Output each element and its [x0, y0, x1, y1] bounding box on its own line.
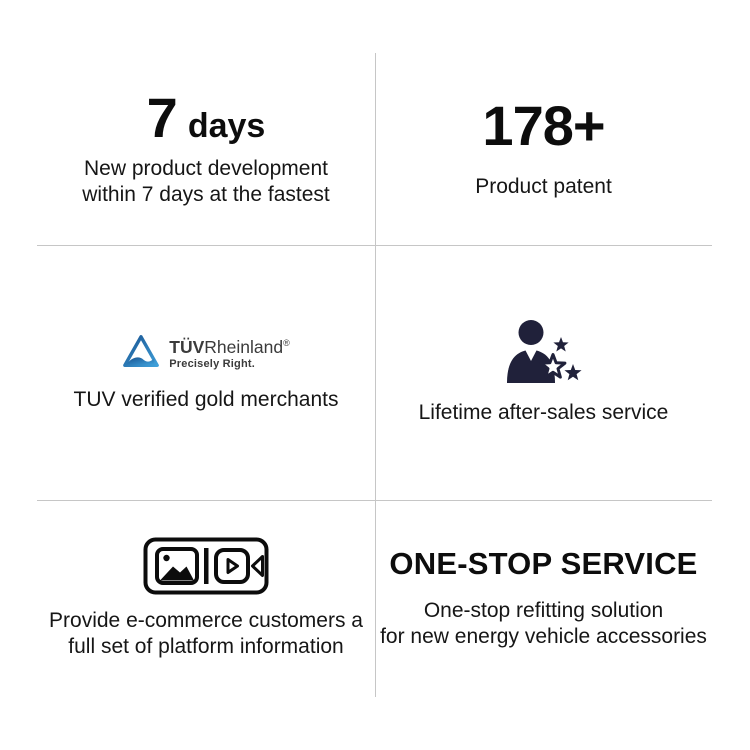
- tuv-brand-regular: Rheinland: [204, 336, 284, 357]
- caption-line: TUV verified gold merchants: [73, 387, 339, 411]
- dev-speed-unit: days: [187, 107, 266, 145]
- feature-cell-platform: [37, 500, 375, 697]
- caption-line: One-stop refitting solution: [423, 599, 664, 623]
- feature-cell-aftersales: [375, 245, 712, 500]
- customer-rating-stars-icon: [503, 319, 585, 385]
- aftersales-caption: [419, 400, 669, 426]
- caption-line: Lifetime after-sales service: [418, 401, 669, 424]
- play-icon: [228, 560, 238, 573]
- tuv-logo-text: [169, 333, 289, 371]
- dev-speed-caption: [82, 156, 329, 208]
- tuv-brand-bold: TÜV: [169, 336, 205, 357]
- feature-cell-dev-speed: [37, 53, 375, 245]
- camera-horn-icon: [253, 557, 263, 576]
- tuv-caption: [74, 387, 339, 413]
- separator-bar: [204, 548, 209, 584]
- platform-caption: [49, 608, 363, 660]
- dev-speed-value: 7: [146, 86, 177, 149]
- onestop-caption: [380, 598, 707, 650]
- caption-line: for new energy vehicle accessories: [380, 625, 707, 649]
- tuv-rheinland-logo: [122, 333, 289, 371]
- feature-cell-tuv: [37, 245, 375, 500]
- onestop-title: ONE-STOP SERVICE: [389, 545, 698, 581]
- video-icon: [216, 550, 248, 582]
- patent-count-value: 178+: [482, 94, 605, 157]
- caption-line: Provide e-commerce customers a: [49, 609, 363, 632]
- caption-line: full set of platform information: [68, 635, 344, 658]
- feature-cell-onestop: [375, 500, 712, 697]
- tuv-triangle-icon: [122, 333, 160, 371]
- tuv-brand-name: [169, 333, 289, 357]
- patent-caption: [475, 174, 612, 200]
- dev-speed-headline: [146, 86, 266, 149]
- picture-and-video-icon: [143, 537, 269, 595]
- caption-line: Product patent: [475, 175, 612, 198]
- feature-cell-patent: [375, 53, 712, 245]
- caption-line: within 7 days at the fastest: [82, 183, 330, 206]
- registered-trademark-symbol: ®: [283, 337, 290, 348]
- tuv-tagline: Precisely Right.: [169, 358, 255, 371]
- caption-line: New product development: [84, 157, 328, 180]
